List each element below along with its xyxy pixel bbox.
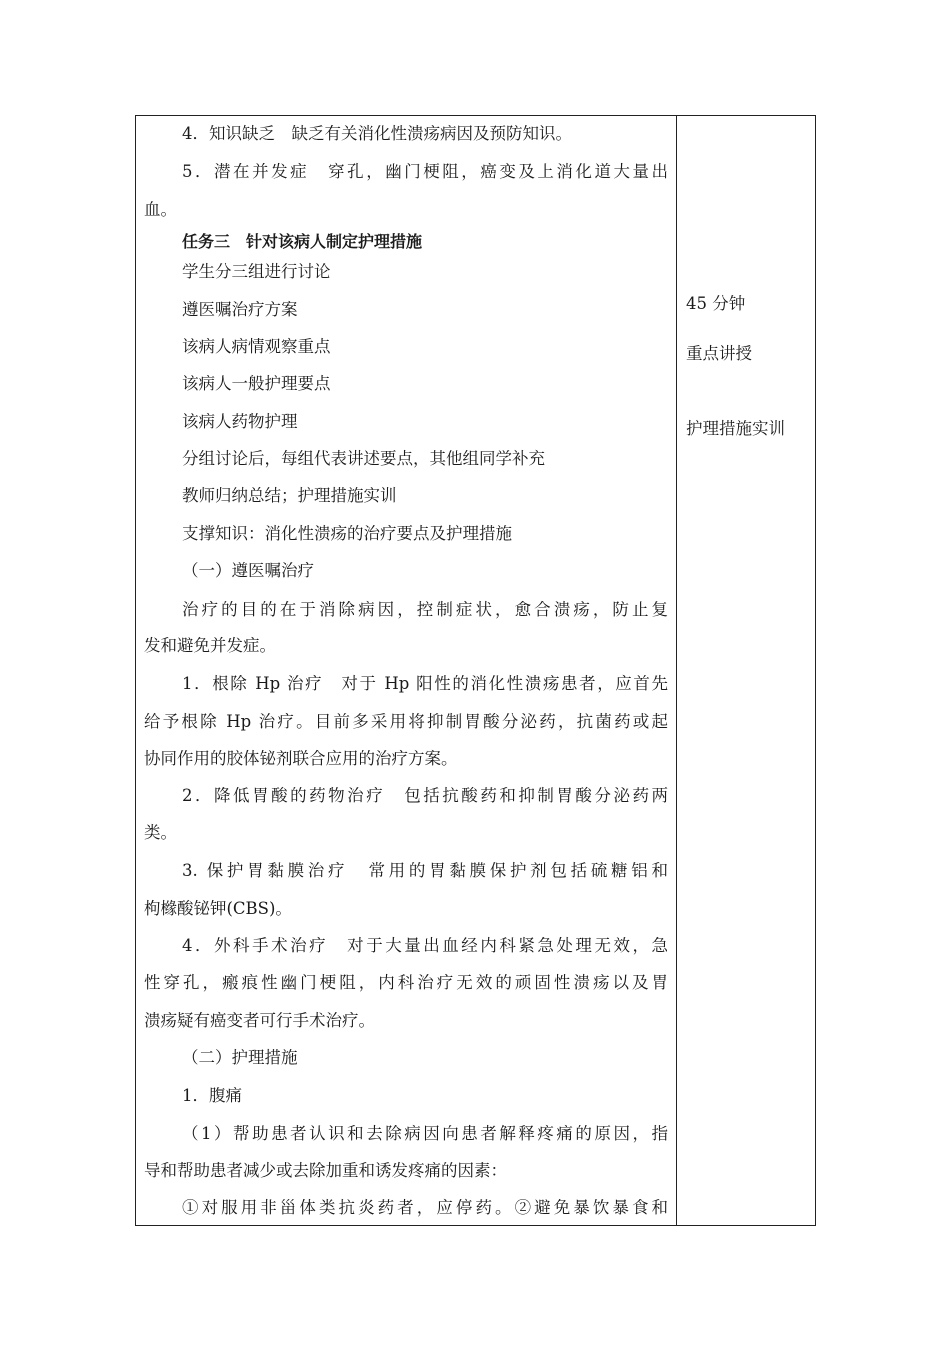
text-line: 3. 保护胃黏膜治疗 常用的胃黏膜保护剂包括硫糖铝和 [182, 861, 668, 880]
text-line: 协同作用的胶体铋剂联合应用的治疗方案。 [144, 749, 458, 768]
text-line: 遵医嘱治疗方案 [182, 300, 298, 319]
section-heading: （一）遵医嘱治疗 [182, 561, 314, 580]
task-heading: 任务三 针对该病人制定护理措施 [182, 232, 423, 251]
text-line: 性穿孔，瘢痕性幽门梗阻，内科治疗无效的顽固性溃疡以及胃 [144, 973, 668, 992]
text-line: 类。 [144, 823, 177, 842]
text-line: 4．外科手术治疗 对于大量出血经内科紧急处理无效，急 [182, 936, 668, 955]
text-line: 溃疡疑有癌变者可行手术治疗。 [144, 1011, 375, 1030]
lesson-table [135, 115, 816, 1226]
text-line: 枸橼酸铋钾(CBS)。 [144, 899, 292, 918]
text-line: 2．降低胃酸的药物治疗 包括抗酸药和抑制胃酸分泌药两 [182, 786, 668, 805]
text-line: 教师归纳总结；护理措施实训 [182, 486, 397, 505]
text-line: 1．腹痛 [182, 1086, 242, 1105]
text-line: 学生分三组进行讨论 [182, 262, 331, 281]
text-line: 血。 [144, 200, 177, 219]
text-line: 5．潜在并发症 穿孔，幽门梗阻，癌变及上消化道大量出 [182, 162, 668, 181]
text-line: 治疗的目的在于消除病因，控制症状，愈合溃疡，防止复 [182, 600, 668, 619]
text-line: 该病人病情观察重点 [182, 337, 331, 356]
text-line: 导和帮助患者减少或去除加重和诱发疼痛的因素： [144, 1161, 507, 1180]
text-line: ①对服用非甾体类抗炎药者，应停药。②避免暴饮暴食和 [182, 1198, 668, 1217]
method-note: 重点讲授 [686, 344, 752, 363]
column-divider [676, 116, 677, 1225]
practice-note: 护理措施实训 [686, 419, 785, 438]
text-line: （1）帮助患者认识和去除病因向患者解释疼痛的原因，指 [182, 1124, 668, 1143]
text-line: 4．知识缺乏 缺乏有关消化性溃疡病因及预防知识。 [182, 124, 572, 143]
text-line: 给予根除 Hp 治疗。目前多采用将抑制胃酸分泌药，抗菌药或起 [144, 712, 668, 731]
text-line: 该病人一般护理要点 [182, 374, 331, 393]
text-line: 分组讨论后，每组代表讲述要点，其他组同学补充 [182, 449, 545, 468]
text-line: 该病人药物护理 [182, 412, 298, 431]
text-line: 发和避免并发症。 [144, 636, 276, 655]
text-line: 支撑知识：消化性溃疡的治疗要点及护理措施 [182, 524, 512, 543]
time-note: 45 分钟 [686, 294, 746, 313]
section-heading: （二）护理措施 [182, 1048, 298, 1067]
text-line: 1．根除 Hp 治疗 对于 Hp 阳性的消化性溃疡患者，应首先 [182, 674, 668, 693]
